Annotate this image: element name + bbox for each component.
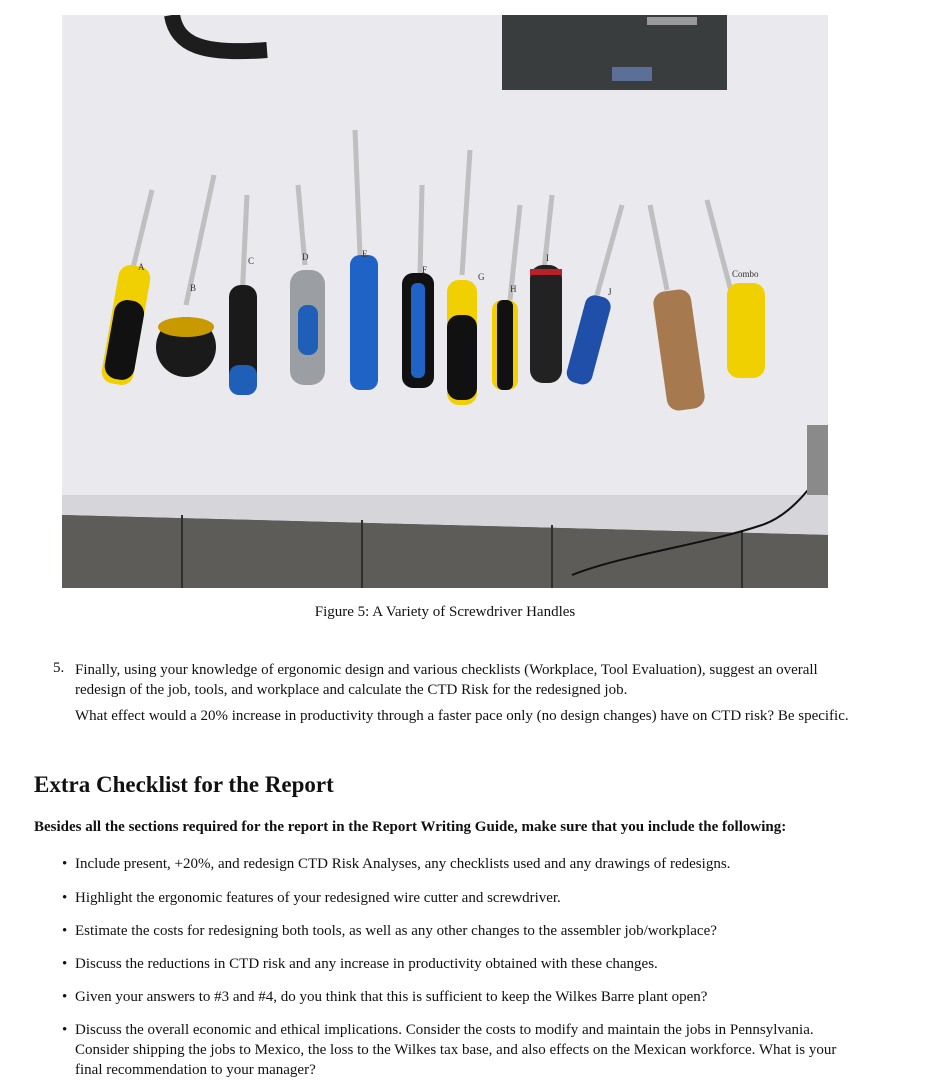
section-intro: Besides all the sections required for the report in the Report Writing Guide, make sure that you include the following: — [34, 819, 787, 835]
question-text: Finally, using your knowledge of ergonomic design and various checklists (Workplace, Tool Evaluation), suggest an overall redesign of the job, tools, and workplace and calculate the CTD Risk for the redesigned job. — [75, 662, 818, 698]
checklist-item: Discuss the reductions in CTD risk and any increase in productivity obtained with these changes. — [75, 956, 658, 972]
bullet-dot: • — [62, 856, 68, 872]
tag-g: G — [478, 272, 485, 282]
checklist-item: Estimate the costs for redesigning both tools, as well as any other changes to the assembler job/workplace? — [75, 923, 717, 939]
section-heading: Extra Checklist for the Report — [34, 772, 334, 797]
tag-j: J — [608, 287, 612, 297]
tag-c: C — [248, 256, 255, 266]
tag-a: A — [138, 262, 145, 272]
tag-f: F — [422, 265, 428, 275]
bullet-dot: • — [62, 923, 68, 939]
tag-h: H — [510, 284, 517, 294]
bullet-dot: • — [62, 890, 68, 906]
tag-combo: Combo — [732, 269, 759, 279]
checklist-item: Discuss the overall economic and ethical implications. Consider the costs to modify and maintain the jobs in Pennsylvania. Consider shipping the jobs to Mexico, the loss to the Wilkes tax base, and also effects on the Mexican workforce. What is your final recommendation to your manager? — [75, 1022, 837, 1078]
figure-caption: Figure 5: A Variety of Screwdriver Handles — [314, 604, 576, 620]
checklist-item: Include present, +20%, and redesign CTD Risk Analyses, any checklists used and any drawings of redesigns. — [75, 856, 731, 872]
bullet-dot: • — [62, 956, 68, 972]
checklist-item: Given your answers to #3 and #4, do you think that this is sufficient to keep the Wilkes Barre plant open? — [75, 989, 708, 1005]
bullet-dot: • — [62, 989, 68, 1005]
tag-b: B — [190, 283, 197, 293]
tag-i: I — [546, 253, 549, 263]
checklist-item: Highlight the ergonomic features of your redesigned wire cutter and screwdriver. — [75, 890, 561, 906]
screwdriver-photo — [62, 15, 828, 588]
question-followup: What effect would a 20% increase in productivity through a faster pace only (no design changes) have on CTD risk? Be specific. — [75, 708, 849, 724]
bullet-dot: • — [62, 1022, 68, 1038]
tag-d: D — [302, 252, 309, 262]
question-number: 5. — [53, 660, 65, 676]
tag-e: E — [362, 249, 368, 259]
